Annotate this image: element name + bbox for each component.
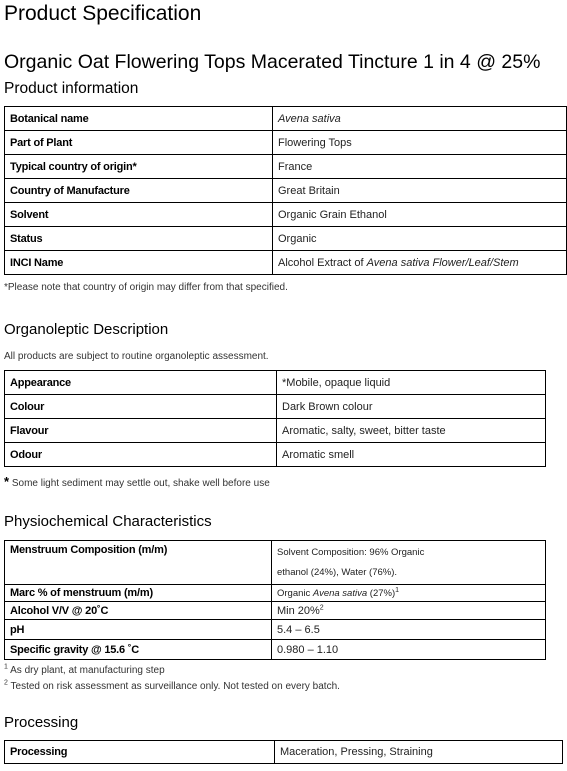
table-row bbox=[5, 155, 567, 179]
product-information-table bbox=[4, 106, 567, 275]
table-row bbox=[5, 585, 546, 602]
alcohol-value: Min 20%$^2$ bbox=[272, 602, 546, 620]
sediment-note: * Some light sediment may settle out, shake well before use bbox=[4, 474, 270, 489]
menstruum-composition-value: Solvent Composition: 96% Organic ethanol (24%), Water (76%). bbox=[272, 541, 546, 585]
alcohol-label: Alcohol V/V @ 20˚C bbox=[5, 602, 272, 620]
country-of-origin-value: France bbox=[273, 155, 567, 179]
status-value: Organic bbox=[273, 227, 567, 251]
table-row bbox=[5, 541, 546, 585]
part-of-plant-value: Flowering Tops bbox=[273, 131, 567, 155]
odour-value: Aromatic smell bbox=[277, 443, 546, 467]
table-row bbox=[5, 395, 546, 419]
table-row bbox=[5, 227, 567, 251]
solvent-value: Organic Grain Ethanol bbox=[273, 203, 567, 227]
processing-table bbox=[4, 740, 563, 764]
table-row bbox=[5, 419, 546, 443]
table-row bbox=[5, 640, 546, 660]
specific-gravity-value: 0.980 – 1.10 bbox=[272, 640, 546, 660]
marc-value: Organic Avena sativa $(27\%)^1$ bbox=[272, 585, 546, 602]
origin-note: *Please note that country of origin may differ from that specified. bbox=[4, 282, 288, 293]
product-title: Organic Oat Flowering Tops Macerated Tincture 1 in 4 @ 25% bbox=[4, 51, 541, 73]
flavour-value: Aromatic, salty, sweet, bitter taste bbox=[277, 419, 546, 443]
odour-label: Odour bbox=[5, 443, 277, 467]
botanical-name-value: Avena sativa bbox=[273, 107, 567, 131]
processing-heading: Processing bbox=[4, 714, 79, 731]
organoleptic-table bbox=[4, 370, 546, 467]
appearance-value: *Mobile, opaque liquid bbox=[277, 371, 546, 395]
country-of-manufacture-label: Country of Manufacture bbox=[5, 179, 273, 203]
physiochemical-table bbox=[4, 540, 546, 660]
inci-name-label: INCI Name bbox=[5, 251, 273, 275]
organoleptic-heading: Organoleptic Description bbox=[4, 321, 169, 338]
organoleptic-intro: All products are subject to routine organoleptic assessment. bbox=[4, 351, 269, 362]
table-row bbox=[5, 203, 567, 227]
table-row bbox=[5, 251, 567, 275]
part-of-plant-label: Part of Plant bbox=[5, 131, 273, 155]
colour-label: Colour bbox=[5, 395, 277, 419]
product-information-heading: Product information bbox=[4, 80, 139, 97]
appearance-label: Appearance bbox=[5, 371, 277, 395]
footnote-2: $^2$ Tested on risk assessment as surveillance only. Not tested on every batch. bbox=[4, 679, 340, 692]
table-row bbox=[5, 443, 546, 467]
ph-label: pH bbox=[5, 620, 272, 640]
table-row bbox=[5, 602, 546, 620]
table-row bbox=[5, 107, 567, 131]
menstruum-composition-label: Menstruum Composition (m/m) bbox=[5, 541, 272, 585]
table-row bbox=[5, 131, 567, 155]
colour-value: Dark Brown colour bbox=[277, 395, 546, 419]
status-label: Status bbox=[5, 227, 273, 251]
table-row bbox=[5, 620, 546, 640]
country-of-origin-label: Typical country of origin* bbox=[5, 155, 273, 179]
solvent-label: Solvent bbox=[5, 203, 273, 227]
processing-label: Processing bbox=[5, 741, 275, 764]
botanical-name-label: Botanical name bbox=[5, 107, 273, 131]
document-title: Product Specification bbox=[4, 2, 202, 25]
ph-value: 5.4 – 6.5 bbox=[272, 620, 546, 640]
table-row bbox=[5, 179, 567, 203]
marc-label: Marc % of menstruum (m/m) bbox=[5, 585, 272, 602]
processing-value: Maceration, Pressing, Straining bbox=[275, 741, 563, 764]
footnote-1: $^1$ As dry plant, at manufacturing step bbox=[4, 663, 165, 676]
table-row bbox=[5, 741, 563, 764]
specific-gravity-label: Specific gravity @ 15.6 ˚C bbox=[5, 640, 272, 660]
inci-name-value: Alcohol Extract of Avena sativa Flower/Leaf/Stem bbox=[273, 251, 567, 275]
physiochemical-heading: Physiochemical Characteristics bbox=[4, 513, 212, 530]
table-row bbox=[5, 371, 546, 395]
country-of-manufacture-value: Great Britain bbox=[273, 179, 567, 203]
flavour-label: Flavour bbox=[5, 419, 277, 443]
